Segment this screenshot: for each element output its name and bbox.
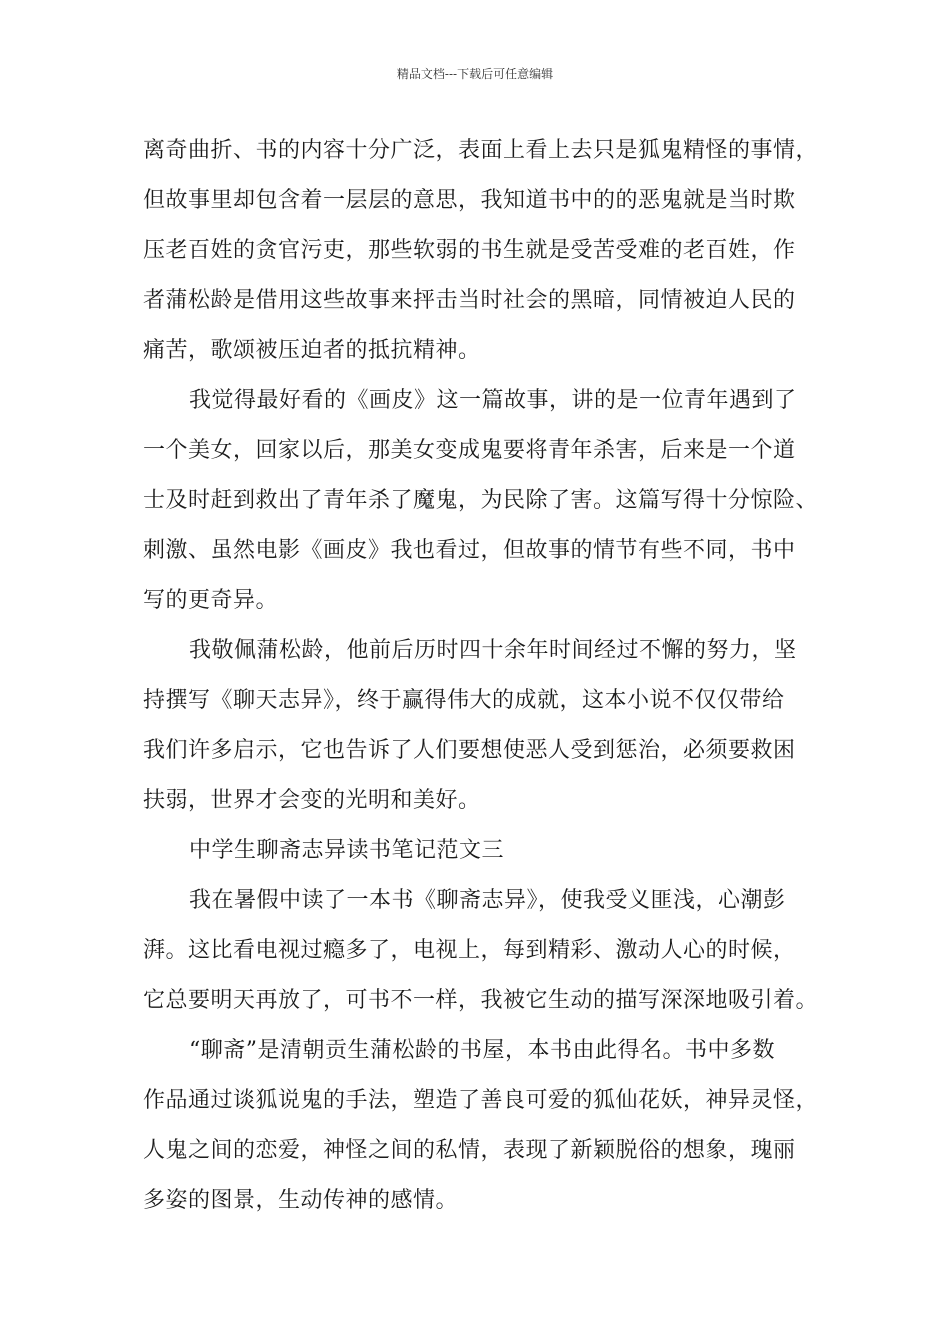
section-heading: 中学生聊斋志异读书笔记范文三 xyxy=(189,838,505,863)
text-line: 湃。这比看电视过瘾多了，电视上，每到精彩、激动人心的时候， xyxy=(143,938,796,963)
text-line: 压老百姓的贪官污吏，那些软弱的书生就是受苦受难的老百姓，作 xyxy=(143,238,796,263)
document-body xyxy=(143,126,823,1226)
text-line: 但故事里却包含着一层层的意思，我知道书中的的恶鬼就是当时欺 xyxy=(143,188,796,213)
text-line: 写的更奇异。 xyxy=(143,588,279,613)
text-line: 我在暑假中读了一本书《聊斋志异》，使我受义匪浅，心潮彭 xyxy=(189,888,786,913)
text-line: 扶弱，世界才会变的光明和美好。 xyxy=(143,788,481,813)
text-line: 者蒲松龄是借用这些故事来抨击当时社会的黑暗，同情被迫人民的 xyxy=(143,288,796,313)
page-header: 精品文档---下载后可任意编辑 xyxy=(396,67,554,81)
text-line: “聊斋”是清朝贡生蒲松龄的书屋，本书由此得名。书中多数 xyxy=(189,1038,775,1063)
text-line: 人鬼之间的恋爱，神怪之间的私情，表现了新颖脱俗的想象，瑰丽 xyxy=(143,1138,796,1163)
text-line: 离奇曲折、书的内容十分广泛，表面上看上去只是狐鬼精怪的事情， xyxy=(143,138,819,163)
text-line: 痛苦，歌颂被压迫者的抵抗精神。 xyxy=(143,338,481,363)
text-line: 士及时赶到救出了青年杀了魔鬼，为民除了害。这篇写得十分惊险、 xyxy=(143,488,819,513)
text-line: 我觉得最好看的《画皮》这一篇故事，讲的是一位青年遇到了 xyxy=(189,388,797,413)
text-line: 一个美女，回家以后，那美女变成鬼要将青年杀害，后来是一个道 xyxy=(143,438,796,463)
text-line: 作品通过谈狐说鬼的手法，塑造了善良可爱的狐仙花妖，神异灵怪， xyxy=(143,1088,819,1113)
text-line: 我们许多启示，它也告诉了人们要想使恶人受到惩治，必须要救困 xyxy=(143,738,796,763)
text-line: 持撰写《聊天志异》，终于赢得伟大的成就，这本小说不仅仅带给 xyxy=(143,688,785,713)
text-line: 我敬佩蒲松龄，他前后历时四十余年时间经过不懈的努力，坚 xyxy=(189,638,797,663)
text-line: 多姿的图景，生动传神的感情。 xyxy=(143,1188,459,1213)
text-line: 刺激、虽然电影《画皮》我也看过，但故事的情节有些不同，书中 xyxy=(143,538,796,563)
text-line: 它总要明天再放了，可书不一样，我被它生动的描写深深地吸引着。 xyxy=(143,988,819,1013)
